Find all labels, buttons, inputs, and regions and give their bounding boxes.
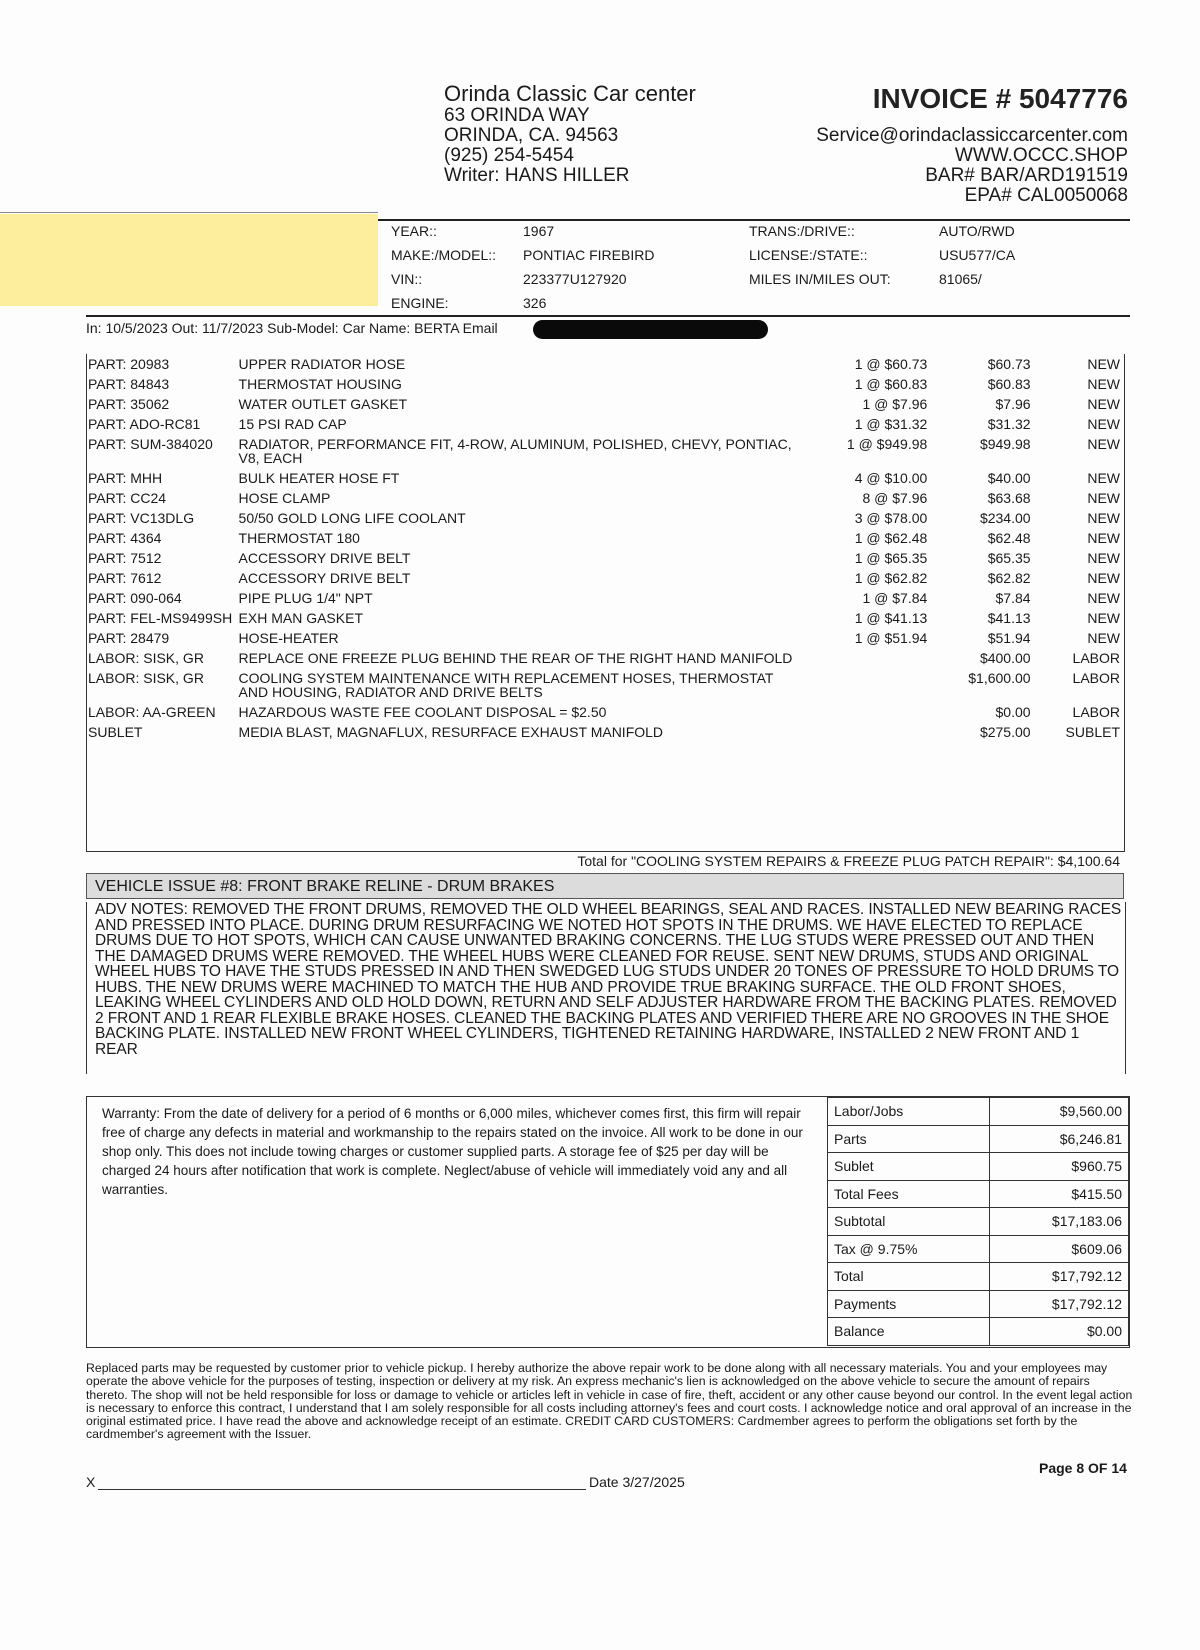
line-item-row [86, 648, 1124, 668]
item-quantity [797, 702, 929, 722]
engine-label: ENGINE: [391, 295, 449, 311]
shop-website: WWW.OCCC.SHOP [954, 145, 1128, 166]
item-quantity: 1 @ $60.83 [854, 376, 928, 392]
totals-row [828, 1263, 1129, 1291]
bar-number: BAR# BAR/ARD191519 [925, 165, 1128, 186]
line-item-row [86, 508, 1124, 528]
trans-label: TRANS:/DRIVE:: [749, 223, 855, 239]
totals-row [828, 1180, 1129, 1208]
item-type: NEW [1087, 590, 1120, 606]
item-type: NEW [1087, 416, 1120, 432]
shop-email: Service@orindaclassiccarcenter.com [816, 125, 1128, 146]
line-item-row [86, 608, 1124, 628]
item-description: 50/50 GOLD LONG LIFE COOLANT [238, 510, 466, 526]
signature-line [98, 1489, 586, 1490]
item-quantity: 4 @ $10.00 [854, 470, 928, 486]
item-description: BULK HEATER HOSE FT [238, 470, 400, 486]
make-label: MAKE:/MODEL:: [391, 247, 497, 263]
line-item-row [86, 668, 1124, 702]
line-items-table [86, 354, 1124, 742]
item-code: PART: 7612 [88, 570, 162, 586]
signature-x: X [86, 1474, 96, 1490]
item-description: COOLING SYSTEM MAINTENANCE WITH REPLACEMENT HOSES, THERMOSTAT AND HOUSING, RADIATOR AND DRIVE BELTS [238, 670, 774, 700]
make-value: PONTIAC FIREBIRD [523, 247, 655, 263]
trans-value: AUTO/RWD [939, 223, 1015, 239]
vehicle-info [391, 219, 1131, 315]
vin-value: 223377U127920 [523, 271, 627, 287]
item-code: PART: FEL-MS9499SH [88, 610, 233, 626]
item-code: PART: SUM-384020 [88, 436, 213, 452]
item-quantity: 8 @ $7.96 [862, 490, 928, 506]
item-amount: $275.00 [979, 724, 1031, 740]
totals-row [828, 1098, 1129, 1126]
item-quantity: 1 @ $41.13 [854, 610, 928, 626]
item-amount: $234.00 [979, 510, 1031, 526]
totals-table [827, 1097, 1129, 1346]
line-item-row [86, 702, 1124, 722]
item-description: THERMOSTAT HOUSING [238, 376, 402, 392]
signature-date: Date 3/27/2025 [589, 1474, 685, 1490]
vin-label: VIN:: [391, 271, 423, 287]
invoice-info [816, 82, 1128, 206]
item-type: NEW [1087, 356, 1120, 372]
item-amount: $400.00 [979, 650, 1031, 666]
shop-phone: (925) 254-5454 [444, 145, 574, 166]
totals-value: $17,792.12 [989, 1263, 1128, 1291]
invoice-title: INVOICE # 5047776 [872, 83, 1128, 114]
item-code: PART: CC24 [88, 490, 167, 506]
item-description: RADIATOR, PERFORMANCE FIT, 4-ROW, ALUMINUM, POLISHED, CHEVY, PONTIAC, V8, EACH [238, 436, 792, 466]
item-amount: $7.84 [995, 590, 1031, 606]
item-quantity: 1 @ $65.35 [854, 550, 928, 566]
line-item-row [86, 394, 1124, 414]
item-amount: $60.83 [987, 376, 1031, 392]
license-label: LICENSE:/STATE:: [749, 247, 868, 263]
totals-value: $17,792.12 [989, 1290, 1128, 1318]
item-code: PART: 4364 [88, 530, 162, 546]
item-type: NEW [1087, 530, 1120, 546]
item-amount: $63.68 [987, 490, 1031, 506]
item-code: LABOR: SISK, GR [88, 650, 204, 666]
line-item-row [86, 434, 1124, 468]
totals-label: Total [828, 1263, 990, 1291]
shop-name: Orinda Classic Car center [444, 81, 696, 106]
totals-value: $9,560.00 [989, 1098, 1128, 1126]
item-description: THERMOSTAT 180 [238, 530, 360, 546]
totals-row [828, 1318, 1129, 1346]
item-type: LABOR [1072, 704, 1120, 720]
item-amount: $40.00 [987, 470, 1031, 486]
item-type: LABOR [1072, 650, 1120, 666]
year-value: 1967 [523, 223, 555, 239]
line-item-row [86, 354, 1124, 374]
item-code: PART: 84843 [88, 376, 170, 392]
totals-label: Labor/Jobs [828, 1098, 990, 1126]
totals-label: Tax @ 9.75% [828, 1235, 990, 1263]
item-quantity: 1 @ $60.73 [854, 356, 928, 372]
totals-label: Balance [828, 1318, 990, 1346]
vehicle-issue-header: VEHICLE ISSUE #8: FRONT BRAKE RELINE - DRUM BRAKES [86, 873, 1124, 899]
totals-value: $6,246.81 [989, 1125, 1128, 1153]
item-code: PART: 35062 [88, 396, 170, 412]
item-description: HAZARDOUS WASTE FEE COOLANT DISPOSAL = $2.50 [238, 704, 607, 720]
page-number: Page 8 OF 14 [1039, 1460, 1127, 1476]
item-description: ACCESSORY DRIVE BELT [238, 570, 411, 586]
item-type: NEW [1087, 610, 1120, 626]
line-item-row [86, 528, 1124, 548]
item-amount: $51.94 [987, 630, 1031, 646]
totals-value: $960.75 [989, 1153, 1128, 1181]
legal-text: Replaced parts may be requested by customer prior to vehicle pickup. I hereby authorize the above repair work to be done along with all necessary materials. You and your employees may operate the above vehicle for the purposes of testing, inspection or delivery at my risk. An express mechanic's lien is acknowledged on the above vehicle to secure the amount of repairs thereto. The shop will not be held responsible for loss or damage to vehicle or articles left in vehicle in case of fire, theft, accident or any other cause beyond our control. In the event legal action is necessary to enforce this contract, I understand that I am solely responsible for all costs including attorney's fees and court costs. I acknowledge notice and oral approval of an increase in the original estimated price. I have read the above and acknowledge receipt of an estimate. CREDIT CARD CUSTOMERS: Cardmember agrees to perform the obligations set forth by the cardmember's agreement with the Issuer. [86, 1361, 1133, 1442]
item-description: 15 PSI RAD CAP [238, 416, 347, 432]
item-description: HOSE-HEATER [238, 630, 339, 646]
item-amount: $949.98 [979, 436, 1031, 452]
totals-row [828, 1235, 1129, 1263]
totals-label: Sublet [828, 1153, 990, 1181]
item-description: MEDIA BLAST, MAGNAFLUX, RESURFACE EXHAUST MANIFOLD [238, 724, 664, 740]
item-amount: $1,600.00 [968, 670, 1031, 686]
totals-value: $0.00 [989, 1318, 1128, 1346]
totals-label: Total Fees [828, 1180, 990, 1208]
line-item-row [86, 722, 1124, 742]
totals-label: Subtotal [828, 1208, 990, 1236]
engine-value: 326 [523, 295, 547, 311]
service-writer: Writer: HANS HILLER [444, 165, 630, 186]
item-quantity: 1 @ $31.32 [854, 416, 928, 432]
item-description: ACCESSORY DRIVE BELT [238, 550, 411, 566]
item-quantity: 1 @ $7.96 [862, 396, 928, 412]
totals-row [828, 1125, 1129, 1153]
item-description: HOSE CLAMP [238, 490, 331, 506]
totals-value: $415.50 [989, 1180, 1128, 1208]
line-item-row [86, 414, 1124, 434]
totals-row [828, 1153, 1129, 1181]
item-description: REPLACE ONE FREEZE PLUG BEHIND THE REAR OF THE RIGHT HAND MANIFOLD [238, 650, 793, 666]
item-code: PART: 7512 [88, 550, 162, 566]
item-type: SUBLET [1065, 724, 1120, 740]
item-amount: $31.32 [987, 416, 1031, 432]
line-item-row [86, 628, 1124, 648]
item-type: NEW [1087, 570, 1120, 586]
redaction-bar [533, 320, 768, 339]
item-amount: $60.73 [987, 356, 1031, 372]
item-quantity [797, 648, 929, 668]
item-amount: $0.00 [995, 704, 1031, 720]
shop-address-line1: 63 ORINDA WAY [444, 105, 590, 126]
item-description: PIPE PLUG 1/4" NPT [238, 590, 373, 606]
totals-label: Payments [828, 1290, 990, 1318]
vehicle-bottom-rule [86, 315, 1130, 317]
epa-number: EPA# CAL0050068 [964, 185, 1128, 206]
item-description: EXH MAN GASKET [238, 610, 363, 626]
item-quantity: 1 @ $62.82 [854, 570, 928, 586]
totals-value: $17,183.06 [989, 1208, 1128, 1236]
item-code: SUBLET [88, 724, 143, 740]
item-amount: $7.96 [995, 396, 1031, 412]
item-type: NEW [1087, 490, 1120, 506]
line-item-row [86, 374, 1124, 394]
item-type: NEW [1087, 550, 1120, 566]
item-amount: $41.13 [987, 610, 1031, 626]
item-type: NEW [1087, 470, 1120, 486]
license-value: USU577/CA [939, 247, 1016, 263]
item-quantity: 3 @ $78.00 [854, 510, 928, 526]
item-quantity: 1 @ $62.48 [854, 530, 928, 546]
line-item-row [86, 468, 1124, 488]
item-type: NEW [1087, 376, 1120, 392]
totals-value: $609.06 [989, 1235, 1128, 1263]
item-type: NEW [1087, 436, 1120, 452]
year-label: YEAR:: [391, 223, 437, 239]
item-type: NEW [1087, 510, 1120, 526]
item-description: UPPER RADIATOR HOSE [238, 356, 406, 372]
divider [0, 212, 378, 213]
item-type: NEW [1087, 630, 1120, 646]
warranty-text: Warranty: From the date of delivery for a period of 6 months or 6,000 miles, whichever comes first, this firm will repair free of charge any defects in material and workmanship to the repairs stated on the invoice. All work to be done in our shop only. This does not include towing charges or customer supplied parts. A storage fee of $25 per day will be charged 24 hours after notification that work is complete. Neglect/abuse of vehicle will immediately void any and all warranties. [102, 1106, 803, 1197]
item-type: NEW [1087, 396, 1120, 412]
item-quantity: 1 @ $949.98 [846, 436, 928, 452]
item-code: PART: 28479 [88, 630, 170, 646]
item-code: PART: MHH [88, 470, 163, 486]
miles-label: MILES IN/MILES OUT: [749, 271, 891, 287]
item-type: LABOR [1072, 670, 1120, 686]
item-code: PART: 20983 [88, 356, 170, 372]
totals-row [828, 1290, 1129, 1318]
item-code: LABOR: SISK, GR [88, 670, 204, 686]
shop-info [444, 82, 696, 186]
item-amount: $62.82 [987, 570, 1031, 586]
shop-address-line2: ORINDA, CA. 94563 [444, 125, 619, 146]
sticky-note [0, 214, 378, 306]
totals-row [828, 1208, 1129, 1236]
group-total: Total for "COOLING SYSTEM REPAIRS & FREEZE PLUG PATCH REPAIR": $4,100.64 [577, 853, 1120, 869]
line-item-row [86, 568, 1124, 588]
item-quantity [797, 668, 929, 702]
visit-info: In: 10/5/2023 Out: 11/7/2023 Sub-Model: Car Name: BERTA Email [86, 320, 498, 336]
item-amount: $65.35 [987, 550, 1031, 566]
item-code: PART: 090-064 [88, 590, 182, 606]
miles-value: 81065/ [939, 271, 982, 287]
line-item-row [86, 548, 1124, 568]
item-code: LABOR: AA-GREEN [88, 704, 216, 720]
item-quantity [797, 722, 929, 742]
item-quantity: 1 @ $7.84 [862, 590, 928, 606]
totals-label: Parts [828, 1125, 990, 1153]
adv-notes: ADV NOTES: REMOVED THE FRONT DRUMS, REMOVED THE OLD WHEEL BEARINGS, SEAL AND RACES. INSTALLED NEW BEARING RACES AND PRESSED INTO PLACE. DURING DRUM RESURFACING WE NOTED HOT SPOTS IN THE DRUMS. WE HAVE ELECTED TO REPLACE DRUMS DUE TO HOT SPOTS, WHICH CAN CAUSE UNWANTED BRAKING CONCERNS. THE LUG STUDS WERE PRESSED OUT AND THEN THE DAMAGED DRUMS WERE REMOVED. THE WHEEL HUBS WERE CLEANED FOR REUSE. SENT NEW DRUMS, STUDS AND ORIGINAL WHEEL HUBS TO HAVE THE STUDS PRESSED IN AND THEN SWEDGED LUG STUDS UNDER 20 TONES OF PRESSURE TO HOLD DRUMS TO HUBS. THE NEW DRUMS WERE MACHINED TO MATCH THE HUB AND PROVIDE TRUE BRAKING SURFACE. THE OLD FRONT SHOES, LEAKING WHEEL CYLINDERS AND OLD HOLD DOWN, RETURN AND SELF ADJUSTER HARDWARE FROM THE BACKING PLATES. REMOVED 2 FRONT AND 1 REAR FLEXIBLE BRAKE HOSES. CLEANED THE BACKING PLATES AND VERIFIED THERE ARE NO GROOVES IN THE SHOE BACKING PLATE. INSTALLED NEW FRONT WHEEL CYLINDERS, TIGHTENED RETAINING HARDWARE, INSTALLED 2 NEW FRONT AND 1 REAR [86, 902, 1126, 1074]
item-amount: $62.48 [987, 530, 1031, 546]
items-frame-right [1124, 354, 1125, 851]
item-quantity: 1 @ $51.94 [854, 630, 928, 646]
items-frame-bottom [86, 851, 1125, 852]
item-code: PART: VC13DLG [88, 510, 195, 526]
line-item-row [86, 488, 1124, 508]
line-item-row [86, 588, 1124, 608]
item-description: WATER OUTLET GASKET [238, 396, 408, 412]
item-code: PART: ADO-RC81 [88, 416, 201, 432]
